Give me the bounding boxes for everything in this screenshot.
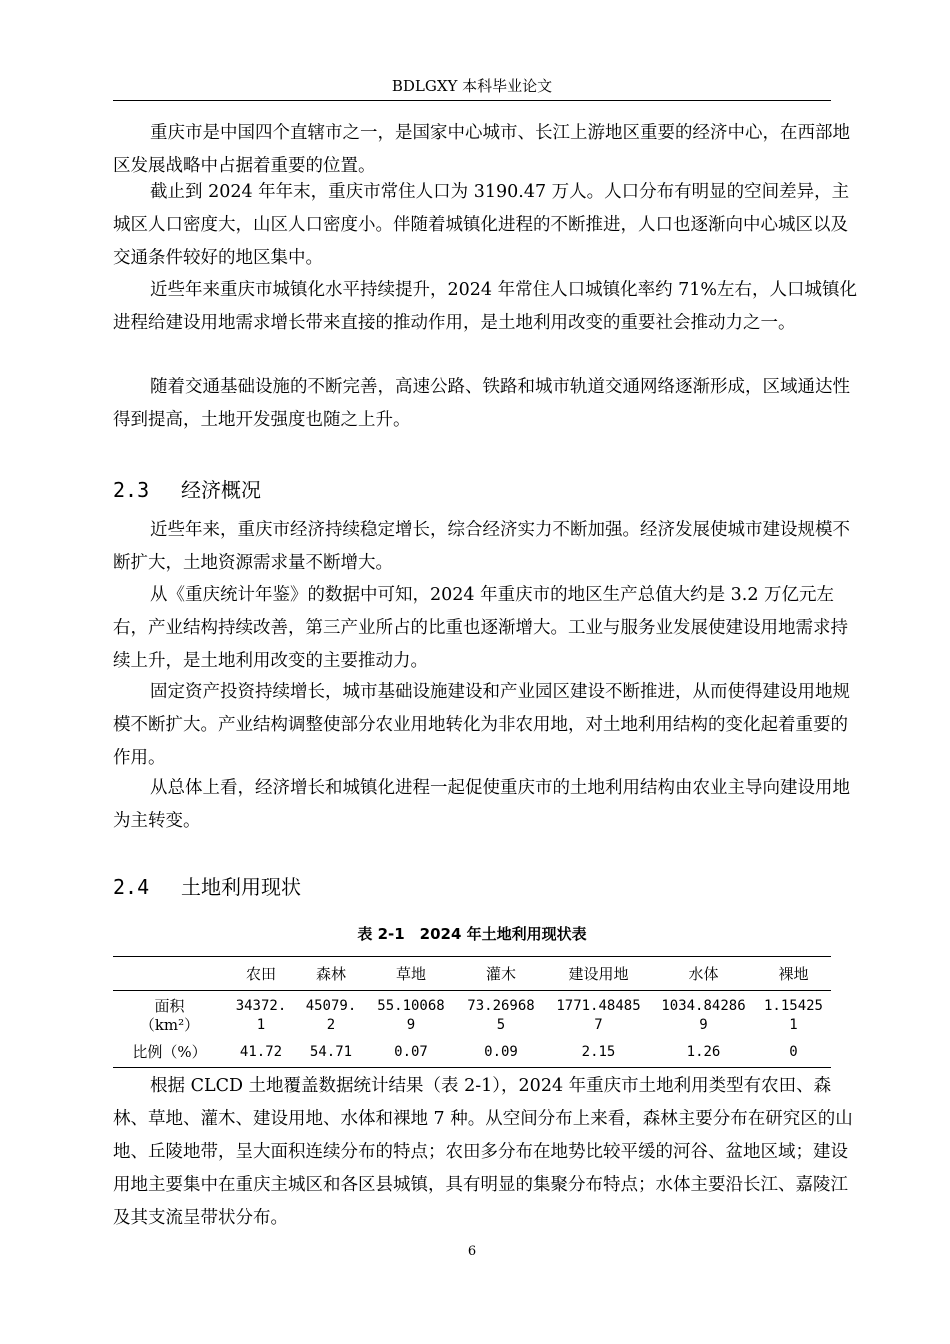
paragraph-investment: 固定资产投资持续增长，城市基础设施建设和产业园区建设不断推进，从而使得建设用地规模不断扩大。产业结构调整使部分农业用地转化为非农用地，对土地利用结构的变化起着重要的作用。 — [113, 682, 850, 768]
page-number: 6 — [467, 1244, 477, 1259]
paragraph-economy-growth: 近些年来，重庆市经济持续稳定增长，综合经济实力不断加强。经济发展使城市建设规模不断扩大，土地资源需求量不断增大。 — [113, 520, 850, 573]
land-use-table — [113, 956, 831, 1068]
table-caption: 表 2-1 2024 年土地利用现状表 — [357, 925, 587, 943]
column-header: 水体 — [688, 965, 719, 983]
table-cell: 0 — [789, 1043, 798, 1060]
section-number: 2.4 — [113, 875, 150, 899]
column-header: 森林 — [315, 965, 346, 983]
table-header-row — [113, 957, 831, 991]
section-heading-2-3 — [113, 476, 261, 504]
table-cell: 1.15425 1 — [763, 998, 823, 1033]
running-header: BDLGXY 本科毕业论文 — [391, 77, 553, 95]
table-cell: 2.15 — [581, 1043, 616, 1060]
table-cell: 1.26 — [686, 1043, 721, 1060]
row-label — [113, 991, 226, 1038]
column-header: 农田 — [245, 965, 276, 983]
table-cell: 1771.48485 7 — [556, 998, 641, 1033]
column-header — [113, 957, 226, 991]
column-header: 建设用地 — [568, 965, 629, 983]
paragraph-urbanization: 近些年来重庆市城镇化水平持续提升，2024 年常住人口城镇化率约 71%左右，人口城镇化进程给建设用地需求增长带来直接的推动作用，是土地利用改变的重要社会推动力之一。 — [113, 280, 858, 333]
header-rule — [113, 100, 831, 101]
paragraph-gdp: 从《重庆统计年鉴》的数据中可知，2024 年重庆市的地区生产总值大约是 3.2 万亿元左右，产业结构持续改善，第三产业所占的比重也逐渐增大。工业与服务业发展使建设用地需求持续上升，是土地利用改变的主要推动力。 — [113, 585, 848, 671]
table-cell: 0.07 — [394, 1043, 428, 1060]
section-number: 2.3 — [113, 478, 150, 502]
section-title: 土地利用现状 — [181, 875, 301, 899]
paragraph-summary: 从总体上看，经济增长和城镇化进程一起促使重庆市的土地利用结构由农业主导向建设用地为主转变。 — [113, 778, 850, 831]
paragraph-city-status: 重庆市是中国四个直辖市之一，是国家中心城市、长江上游地区重要的经济中心，在西部地区发展战略中占据着重要的位置。 — [113, 123, 850, 176]
table-cell: 73.26968 5 — [467, 998, 535, 1033]
row-label: 比例（%） — [132, 1042, 207, 1061]
table-cell: 1034.84286 9 — [661, 998, 746, 1033]
section-heading-2-4 — [113, 873, 301, 901]
row-label-line: 面积 — [154, 997, 185, 1015]
table-cell: 45079. 2 — [305, 998, 357, 1033]
column-header: 裸地 — [778, 965, 809, 983]
table-cell: 54.71 — [309, 1043, 353, 1060]
column-header: 草地 — [395, 965, 426, 983]
paragraph-transport: 随着交通基础设施的不断完善，高速公路、铁路和城市轨道交通网络逐渐形成，区域通达性得到提高，土地开发强度也随之上升。 — [113, 377, 850, 430]
row-label-unit: （km²） — [139, 1016, 200, 1034]
section-title: 经济概况 — [181, 478, 261, 502]
table-cell: 41.72 — [239, 1043, 283, 1060]
table-cell: 34372. 1 — [235, 998, 287, 1033]
table-cell: 0.09 — [484, 1043, 518, 1060]
table-cell: 55.10068 9 — [377, 998, 445, 1033]
table-row-ratio — [113, 1037, 831, 1068]
paragraph-land-use-results: 根据 CLCD 土地覆盖数据统计结果（表 2-1），2024 年重庆市土地利用类型有农田、森林、草地、灌木、建设用地、水体和裸地 7 种。从空间分布上来看，森林主要分布在研究区的山地、丘陵地带，呈大面积连续分布的特点；农田多分布在地势比较平缓的河谷、盆地区域；建设用地主要集中在重庆主城区和各区县城镇，具有明显的集聚分布特点；水体主要沿长江、嘉陵江及其支流呈带状分布。 — [113, 1076, 853, 1228]
column-header: 灌木 — [485, 965, 516, 983]
table-row-area — [113, 991, 831, 1038]
paragraph-population: 截止到 2024 年年末，重庆市常住人口为 3190.47 万人。人口分布有明显的空间差异，主城区人口密度大，山区人口密度小。伴随着城镇化进程的不断推进，人口也逐渐向中心城区以及交通条件较好的地区集中。 — [113, 182, 850, 268]
